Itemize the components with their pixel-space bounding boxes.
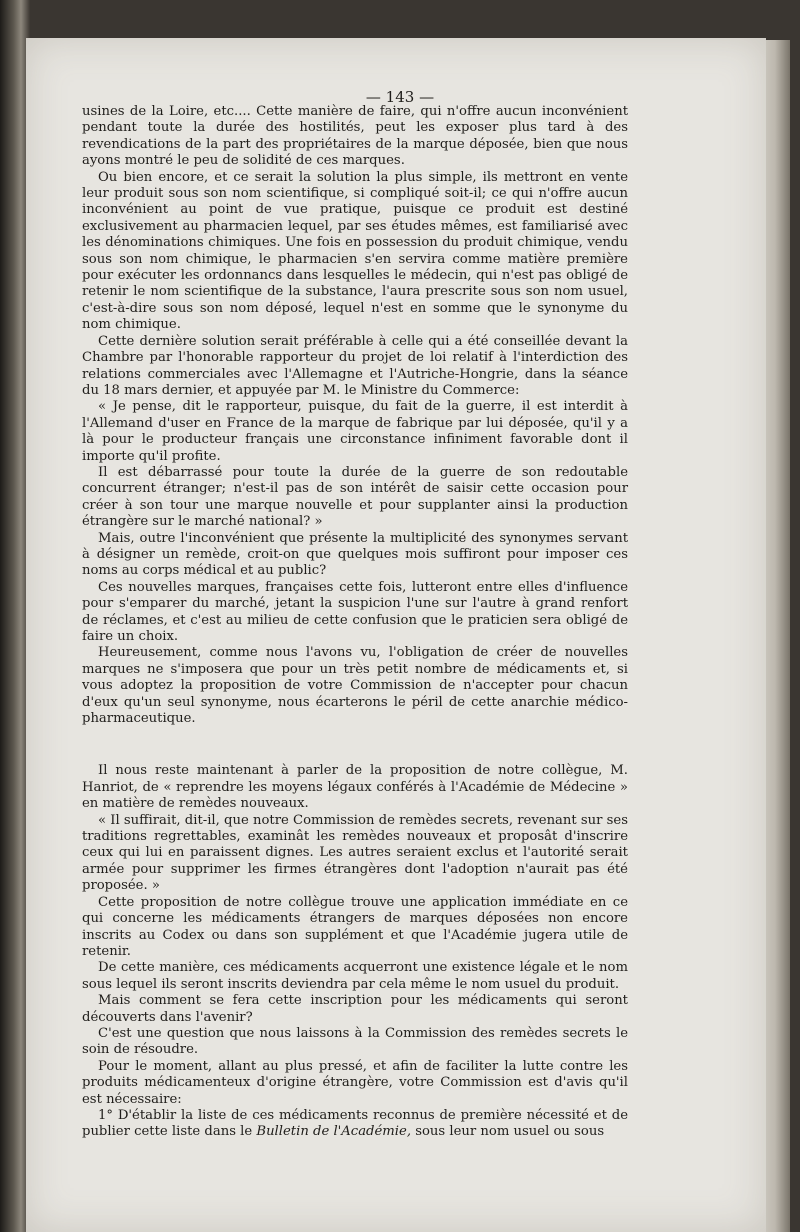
paragraph: Cette dernière solution serait préférable à celle qui a été conseillée devant la Chambre par l'honorable rapporteur du projet de loi relatif à l'interdiction des relations commerciales avec l'Allemagne et l'Autriche-Hongrie, dans la séance du 18 mars dernier, et appuyée par M. le Ministre du Commerce: [82,333,628,398]
paragraph: Il nous reste maintenant à parler de la proposition de notre collègue, M. Hanriot, de « reprendre les moyens légaux conférés à l'Académie de Médecine » en matière de remèdes nouveaux. [82,763,628,812]
list-item-text-continued: sous leur nom usuel ou sous [411,1124,605,1140]
quotation: « Je pense, dit le rapporteur, puisque, du fait de la guerre, il est interdit à l'Allemand d'user en France de la marque de fabrique par lui déposée, qu'il y a là pour le producteur français une circonstance infiniment favorable dont il importe qu'il profite. [82,399,628,464]
paragraph: Mais comment se fera cette inscription pour les médicaments qui seront découverts dans l'avenir? [82,993,628,1025]
list-item-text: 1° D'établir la liste de ces médicaments reconnus de première nécessité et de publier cette liste dans le [82,1107,628,1140]
quotation: Il est débarrassé pour toute la durée de la guerre de son redoutable concurrent étranger; n'est-il pas de son intérêt de saisir cette occasion pour créer à son tour une marque nouvelle et pour supplanter ainsi la production étrangère sur le marché national? » [82,464,628,530]
paragraph: Ces nouvelles marques, françaises cette fois, lutteront entre elles d'influence pour s'emparer du marché, jetant la suspicion l'une sur l'autre à grand renfort de réclames, et c'est au milieu de cette confusion que le praticien sera obligé de faire un choix. [82,579,628,644]
quotation: « Il suffirait, dit-il, que notre Commission de remèdes secrets, revenant sur ses traditions regrettables, examinât les remèdes nouveaux et proposât d'inscrire ceux qui lui en paraissent dignes. Les autres seraient exclus et l'autorité serait armée pour supprimer les firmes étrangères dont l'adoption n'aurait pas été proposée. » [82,812,629,894]
paragraph: Heureusement, comme nous l'avons vu, l'obligation de créer de nouvelles marques ne s'imposera que pour un très petit nombre de médicaments et, si vous adoptez la proposition de votre Commission de n'accepter pour chacun d'eux qu'un seul synonyme, nous écarterons le péril de cette anarchie médico-pharmaceutique. [82,645,628,727]
list-item [82,1108,628,1141]
paragraph: De cette manière, ces médicaments acquerront une existence légale et le nom sous lequel ils seront inscrits deviendra par cela même le nom usuel du produit. [82,960,628,992]
paragraph: Mais, outre l'inconvénient que présente la multiplicité des synonymes servant à désigner un remède, croit-on que quelques mois suffiront pour imposer ces noms au corps médical et au public? [82,530,628,579]
section-1 [82,104,628,727]
paragraph: C'est une question que nous laissons à la Commission des remèdes secrets le soin de résoudre. [82,1025,628,1058]
body-text [82,86,628,1141]
paragraph: Pour le moment, allant au plus pressé, et afin de faciliter la lutte contre les produits médicamenteux d'origine étrangère, votre Commission est d'avis qu'il est nécessaire: [82,1058,628,1107]
paragraph: usines de la Loire, etc.... Cette manière de faire, qui n'offre aucun inconvénient pendant toute la durée des hostilités, peut les exposer plus tard à des revendications de la part des propriétaires de la marque déposée, bien que nous ayons montré le peu de solidité de ces marques. [82,104,628,169]
paragraph: Ou bien encore, et ce serait la solution la plus simple, ils mettront en vente leur produit sous son nom scientifique, si compliqué soit-il; ce qui n'offre aucun inconvénient au point de vue pratique, puisque ce produit est destiné exclusivement au pharmacien lequel, par ses études mêmes, est familiarisé avec les dénominations chimiques. Une fois en possession du produit chimique, vendu sous son nom chimique, le pharmacien s'en servira comme matière première pour exécuter les ordonnancs dans lesquelles le médecin, qui n'est pas obligé de retenir le nom scientifique de la substance, l'aura prescrite sous son nom usuel, c'est-à-dire sous son nom déposé, lequel n'est en somme que le synonyme du nom chimique. [82,169,628,333]
section-break [82,727,628,763]
section-2 [82,763,628,1140]
page-number: — 143 — [365,88,435,106]
paragraph: Cette proposition de notre collègue trouve une application immédiate en ce qui concerne les médicaments étrangers de marques déposées non encore inscrits au Codex ou dans son supplément et que l'Académie jugera utile de retenir. [82,894,628,959]
journal-title: Bulletin de l'Académie, [256,1124,412,1140]
